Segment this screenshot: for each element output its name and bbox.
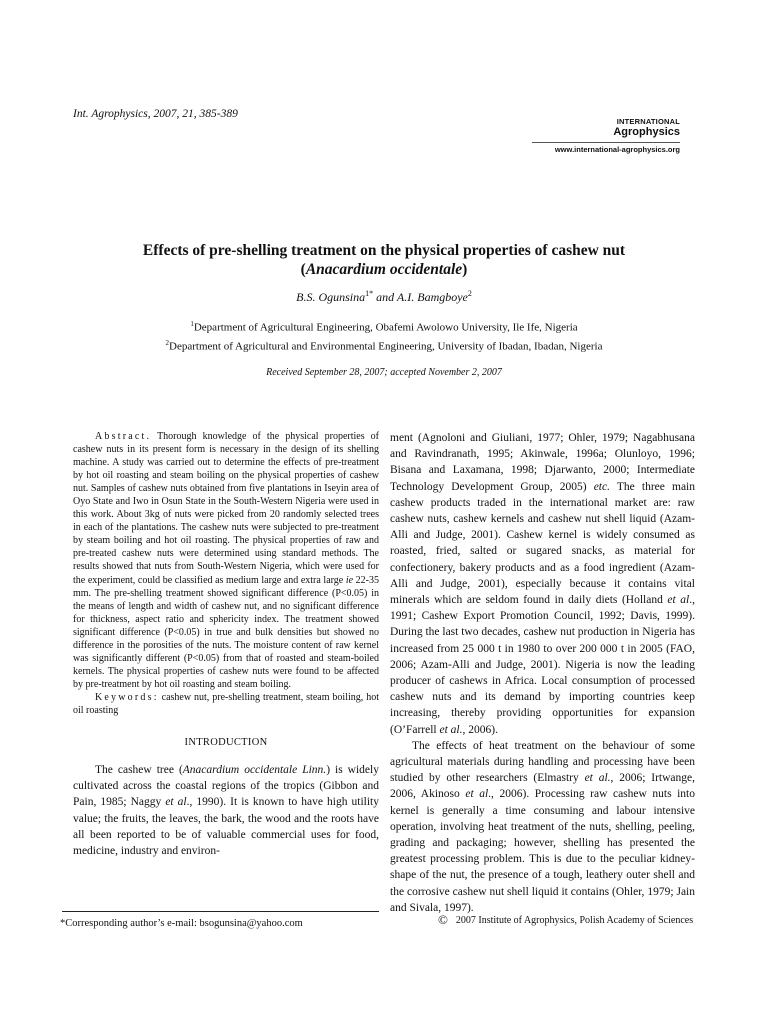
- masthead-divider: [532, 142, 680, 143]
- affiliation-2-text: Department of Agricultural and Environmental Engineering, University of Ibadan, Ibadan, Nigeria: [169, 340, 603, 353]
- keywords-label: Keywords:: [95, 691, 159, 703]
- intro-left-text: [73, 762, 379, 859]
- title-block: [60, 241, 708, 378]
- authors: [60, 289, 708, 305]
- intro-right-text: [390, 430, 695, 916]
- affiliation-2: [60, 336, 708, 355]
- abstract-text-continued: 22-35 mm. The pre-shelling treatment showed significant difference (P<0.05) in the means of length and width of cashew nut, and no significant difference for thickness, aspect ratio and sphericity index. The treatment showed significant difference (P<0.05) in true and bulk densities but showed no difference in the porosities of the nuts. The moisture content of raw kernel was significantly different (P<0.05) from that of roasted and steam-boiled kernels. The physical properties of cashew nuts were found to be affected by pre-treatment by hot oil roasting and steam boiling.: [73, 574, 379, 690]
- et-al: et al: [465, 788, 489, 801]
- et-al: et al.: [584, 772, 611, 785]
- footnote-divider: [62, 911, 379, 912]
- title-scientific-name: Anacardium occidentale: [305, 261, 463, 278]
- text-run: The effects of heat treatment on the behaviour of some agricultural materials during handling and processing have been studied by other researchers (Elmastry: [390, 739, 695, 785]
- et-al: et al.: [439, 723, 463, 736]
- author-2-marker: 2: [467, 289, 472, 298]
- title-paren-open: (: [300, 261, 306, 278]
- masthead-url: www.international-agrophysics.org: [554, 145, 680, 154]
- right-column: [390, 430, 695, 916]
- affiliations: [60, 317, 708, 354]
- text-run: ment (Agnoloni and Giuliani, 1977; Ohler, 1979; Nagabhusana and Ravindranath, 1995; Akinwale, 1996a; Olunloyo, 1996; Bisana and Laxamana, 1998; Djarwanto, 2000; Intermediate Technology Development Group, 2005): [390, 432, 695, 493]
- text-run: ) is widely cultivated across the coastal regions of the tropics (Gibbon and Pain, 1985; Naggy: [73, 764, 379, 809]
- abstract-paragraph: [73, 430, 379, 691]
- title-line-1: Effects of pre-shelling treatment on the physical properties of cashew nut: [142, 242, 626, 259]
- et-al: et al: [165, 796, 187, 809]
- etc: etc.: [593, 480, 610, 493]
- text-run: ., 1990). It is known to have high utility value; the fruits, the leaves, the bark, the wood and the roots have all been reported to be of valuable commercial uses for food, medicine, industry and environ-: [73, 796, 379, 858]
- affiliation-1-text: Department of Agricultural Engineering, Obafemi Awolowo University, Ile Ife, Nigeria: [193, 321, 578, 334]
- keywords-paragraph: [73, 691, 379, 717]
- author-1: B.S. Ogunsina: [296, 290, 366, 304]
- abstract-ie: ie: [345, 574, 354, 586]
- text-run: ., 2006). Processing raw cashew nuts into kernel is generally a time consuming and labour intensive operation, involving heat treatment of the nuts, shelling, peeling, grading and packaging; however, shelling has presented the greatest processing problem. This is due to the peculiar kidney-shape of the nut, the presence of a tough, leathery outer shell and the corrosive cashew nut shell liquid it contains (Ohler, 1979; Jain and Sivala, 1997).: [390, 788, 695, 914]
- intro-paragraph-1: [73, 762, 379, 859]
- author-1-marker: 1*: [365, 289, 374, 298]
- journal-masthead: [532, 117, 680, 154]
- text-run: , 2006).: [462, 723, 498, 736]
- affiliation-1: [60, 317, 708, 336]
- text-run: , 2006; Irtwange, 2006, Akinoso: [390, 772, 695, 801]
- intro-paragraph-1-continued: [390, 430, 695, 738]
- scientific-name: Anacardium occidentale Linn.: [182, 764, 327, 777]
- intro-paragraph-2: [390, 738, 695, 916]
- paper-title: [60, 241, 708, 279]
- title-paren-close: ): [462, 261, 468, 278]
- abstract: [73, 430, 379, 717]
- abstract-text: Thorough knowledge of the physical properties of cashew nuts in its present form is necessary in the design of its shelling machine. A study was carried out to determine the effects of pre-treatment by hot oil roasting and steam boiling on the physical properties of cashew nut. Samples of cashew nuts obtained from five plantations in Iseyin area of Oyo State and Iwo in Osun State in the South-Western Nigeria were used in this work. About 3kg of nuts were picked from 20 randomly selected trees in each of the plantations. The cashew nuts were subjected to pre-treatment by steam boiling and hot oil roasting. The physical properties of raw and pre-treated cashew nuts were determined using standard methods. The results showed that nuts from South-Western Nigeria, which were used for the experiment, could be classified as medium large and extra large: [73, 431, 379, 586]
- author-2: A.I. Bamgboye: [396, 290, 468, 304]
- et-al: et al: [667, 594, 690, 607]
- copyright-text: 2007 Institute of Agrophysics, Polish Academy of Sciences: [455, 915, 694, 926]
- abstract-label: Abstract.: [95, 431, 152, 442]
- corresponding-author-footnote: *Corresponding author’s e-mail: bsogunsina@yahoo.com: [60, 918, 303, 929]
- text-run: ., 1991; Cashew Export Promotion Council, 1992; Davis, 1999). During the last two decades, cashew nut production in Nigeria has increased from 25 000 t in 1980 to over 200 000 t in 2005 (FAO, 2006; Azam-Alli and Judge, 2001). Nigeria is now the leading producer of cashews in Africa. Local consumption of processed cashew nuts and its demand by importing countries keep increasing, thereby providing opportunities for expansion (O’Farrell: [390, 594, 695, 736]
- text-run: The three main cashew products traded in the international market are: raw cashew nuts, cashew kernels and cashew nut shell liquid (Azam-Alli and Judge, 2001). Cashew kernel is widely consumed as roasted, fried, salted or sugared snacks, as material for confectionery, bakery products and as a food ingredient (Azam-Alli and Judge, 2001), especially because it contains vital minerals which are seldom found in daily diets (Holland: [390, 480, 695, 607]
- affiliation-2-marker: 2: [165, 338, 170, 347]
- copyright-symbol: ©: [438, 912, 448, 927]
- received-accepted-dates: Received September 28, 2007; accepted November 2, 2007: [266, 367, 502, 379]
- text-run: The cashew tree (: [95, 764, 183, 777]
- author-join: and: [373, 290, 397, 304]
- masthead-international: INTERNATIONAL: [616, 117, 680, 126]
- section-heading-introduction: INTRODUCTION: [184, 737, 268, 749]
- masthead-journal-name: Agrophysics: [613, 126, 680, 138]
- keywords-text: cashew nut, pre-shelling treatment, steam boiling, hot oil roasting: [73, 691, 379, 716]
- left-column: [73, 430, 379, 859]
- affiliation-1-marker: 1: [190, 320, 194, 328]
- copyright-notice: [438, 912, 693, 928]
- journal-reference: Int. Agrophysics, 2007, 21, 385-389: [73, 108, 238, 120]
